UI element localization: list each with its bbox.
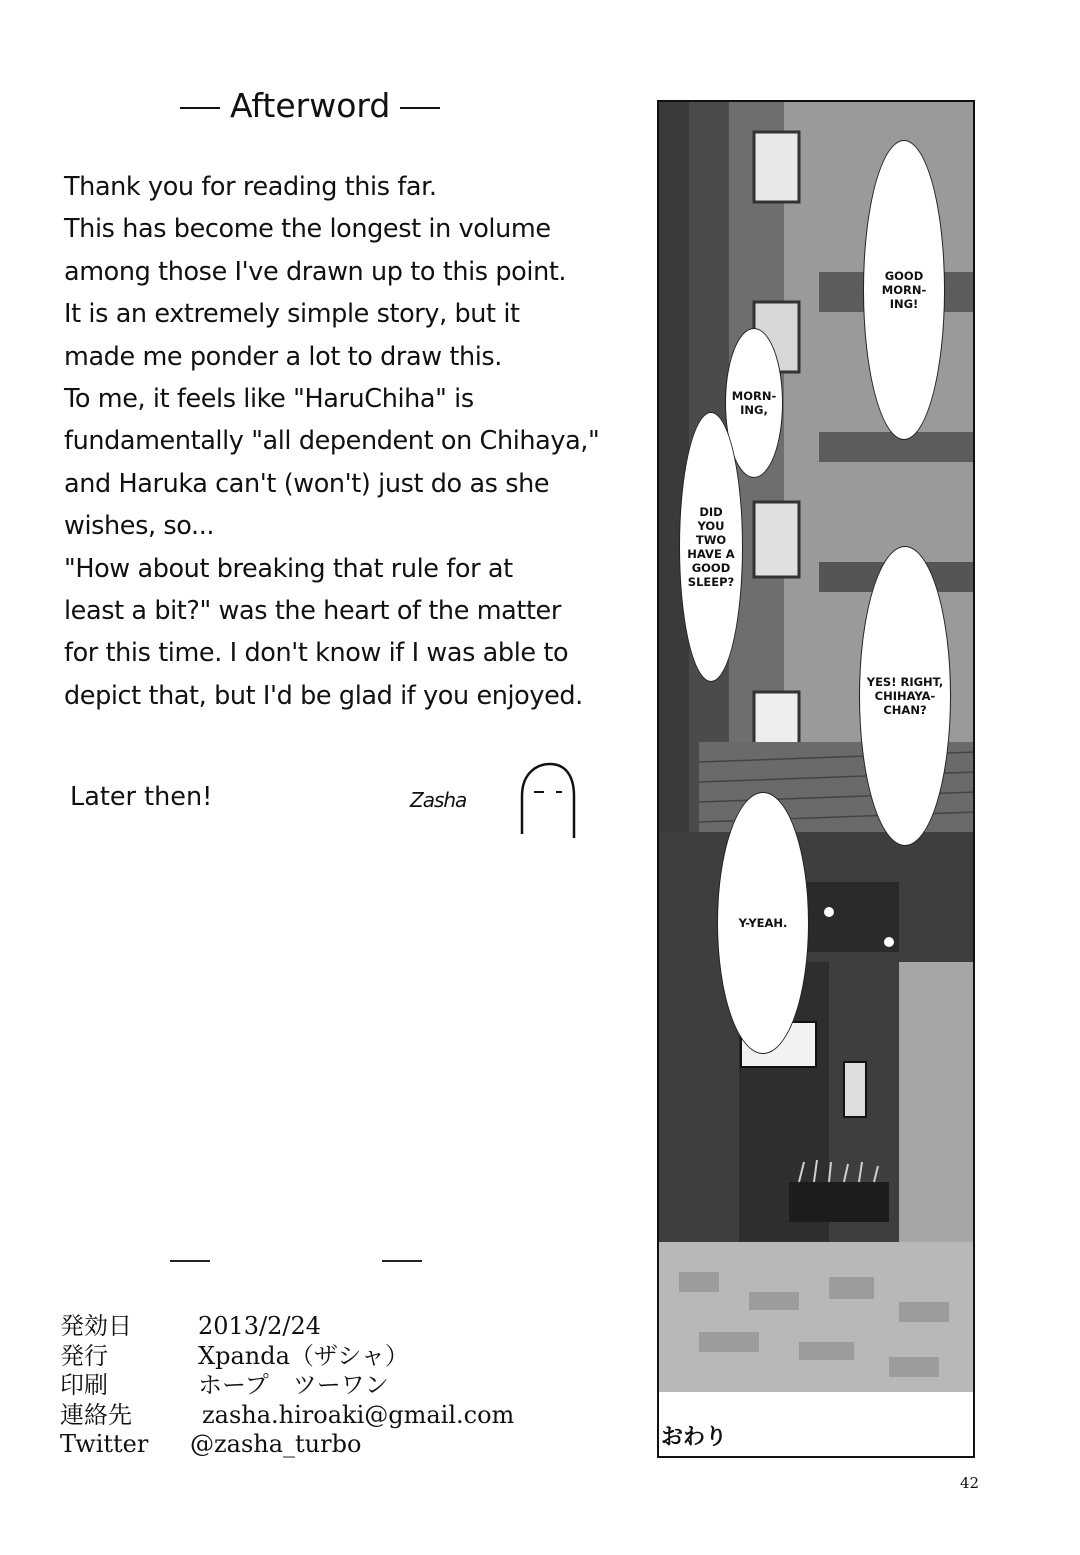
colophon-row — [60, 1430, 514, 1460]
separator-left — [170, 1260, 210, 1262]
author-signature: Zasha — [410, 788, 467, 812]
afterword-line: among those I've drawn up to this point. — [64, 256, 567, 287]
afterword-title — [170, 86, 430, 125]
colophon-value: ホープ ツーワン — [198, 1371, 389, 1399]
speech-bubble: Y-YEAH. — [717, 792, 809, 1054]
closing-text: Later then! — [70, 782, 213, 812]
afterword-line: wishes, so... — [64, 511, 215, 542]
afterword-body — [64, 166, 600, 717]
afterword-line: least a bit?" was the heart of the matter — [64, 596, 561, 627]
colophon-value: zasha.hiroaki@gmail.com — [202, 1400, 515, 1429]
speech-bubble: DID YOU TWO HAVE A GOOD SLEEP? — [679, 412, 743, 682]
colophon-label: 発効日 — [60, 1312, 132, 1340]
colophon-label: 連絡先 — [60, 1400, 132, 1429]
afterword-line: fundamentally "all dependent on Chihaya," — [64, 426, 600, 457]
speech-bubble: GOOD MORN- ING! — [863, 140, 945, 440]
afterword-line: It is an extremely simple story, but it — [64, 299, 520, 330]
panel-end-caption: おわり — [661, 1425, 728, 1450]
afterword-line: "How about breaking that rule for at — [64, 553, 513, 584]
colophon-value: Xpanda（ザシャ） — [198, 1341, 409, 1370]
title-dash-left — [180, 107, 220, 109]
afterword-line: and Haruka can't (won't) just do as she — [64, 468, 550, 499]
colophon-label: 発行 — [60, 1341, 108, 1370]
colophon-value: @zasha_turbo — [190, 1430, 362, 1458]
speech-bubble: YES! RIGHT, CHIHAYA- CHAN? — [859, 546, 951, 846]
colophon-row — [60, 1401, 514, 1431]
manga-panel — [657, 100, 975, 1458]
afterword-line: for this time. I don't know if I was able to — [64, 638, 569, 669]
afterword-title-text: Afterword — [230, 86, 391, 125]
colophon-label: Twitter — [60, 1430, 149, 1458]
afterword-line: To me, it feels like "HaruChiha" is — [64, 384, 474, 415]
afterword-line: This has become the longest in volume — [64, 214, 551, 245]
afterword-line: depict that, but I'd be glad if you enjoyed. — [64, 680, 583, 711]
colophon-label: 印刷 — [60, 1371, 108, 1399]
colophon-value: 2013/2/24 — [198, 1312, 322, 1340]
colophon-row — [60, 1312, 514, 1342]
title-dash-right — [400, 107, 440, 109]
colophon-row — [60, 1342, 514, 1372]
colophon — [60, 1312, 514, 1460]
afterword-line: made me ponder a lot to draw this. — [64, 341, 503, 372]
author-doodle-icon — [516, 762, 582, 842]
speech-bubble: MORN- ING, — [725, 328, 783, 478]
colophon-row — [60, 1371, 514, 1401]
page-number: 42 — [960, 1474, 980, 1492]
separator-right — [382, 1260, 422, 1262]
afterword-line: Thank you for reading this far. — [64, 172, 437, 202]
